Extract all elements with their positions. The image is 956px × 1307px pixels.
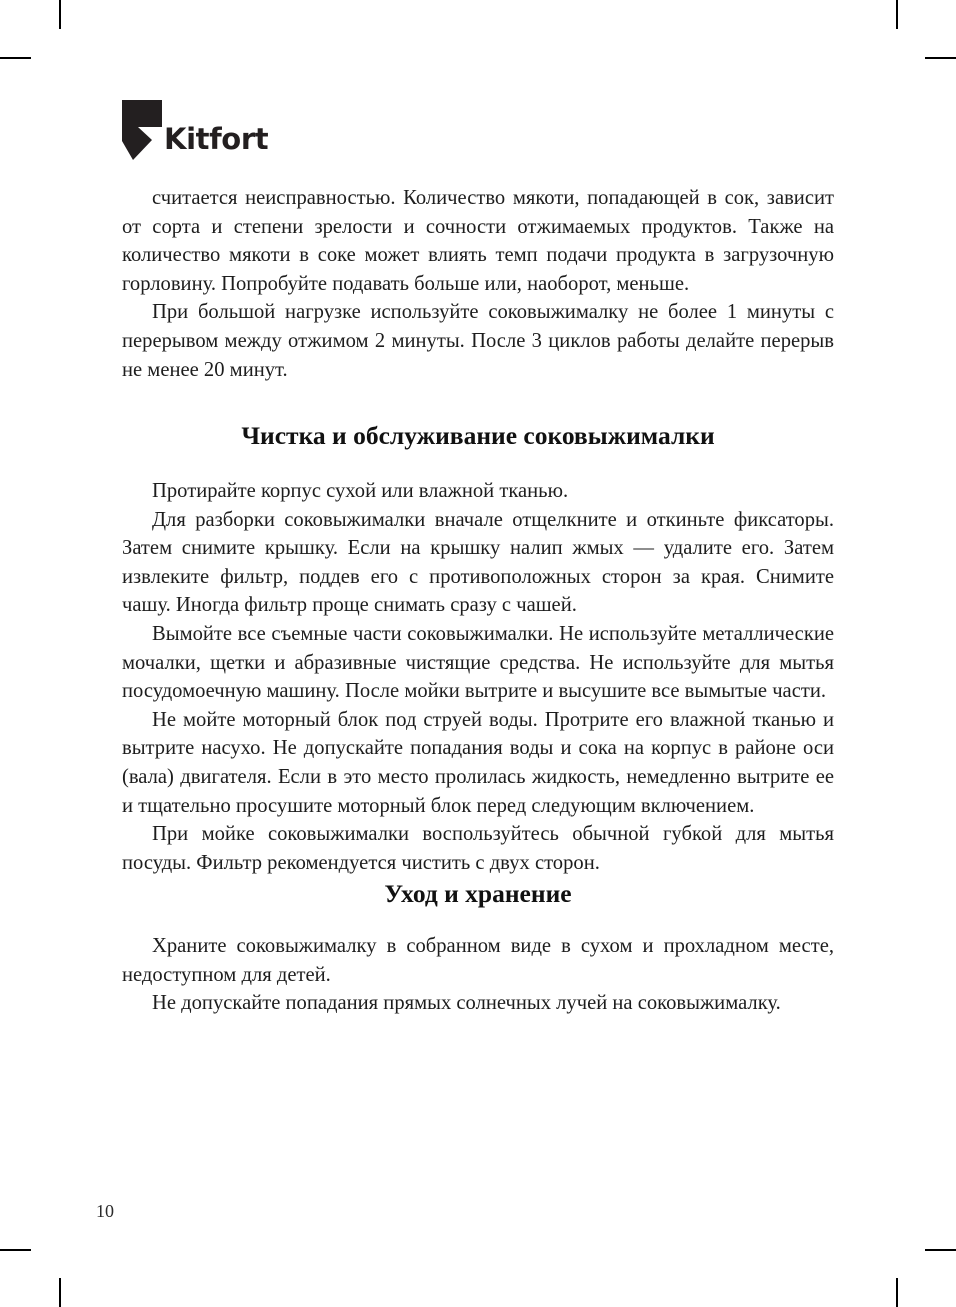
crop-mark-top-left-vertical bbox=[59, 0, 61, 29]
crop-mark-bottom-left-horizontal bbox=[0, 1249, 31, 1251]
paragraph: Вымойте все съемные части соковыжималки. Не используйте металлические мочалки, щетки и абразивные чистящие средства. Не используйте для мытья посудомоечную машину. После мойки вытрите и высушите все вымытые части. bbox=[122, 622, 834, 703]
page-number: 10 bbox=[96, 1201, 114, 1221]
section-intro-body bbox=[122, 184, 834, 384]
paragraph: считается неисправностью. Количество мякоти, попадающей в сок, зависит от сорта и степени зрелости и сочности отжимаемых продуктов. Также на количество мякоти в соке может влиять темп подачи продукта в загрузочную горловину. Попробуйте подавать больше или, наоборот, меньше. bbox=[122, 187, 834, 295]
section-heading-storage: Уход и хранение bbox=[384, 879, 572, 908]
crop-mark-top-right-horizontal bbox=[925, 57, 956, 59]
paragraph: Протирайте корпус сухой или влажной тканью. bbox=[152, 480, 569, 502]
section-cleaning-body bbox=[122, 477, 834, 877]
crop-mark-bottom-right-vertical bbox=[896, 1278, 898, 1307]
kitfort-flag-icon bbox=[122, 100, 162, 160]
brand-wordmark: Kitfort bbox=[164, 122, 269, 156]
section-storage-body bbox=[122, 932, 834, 1018]
section-heading-cleaning: Чистка и обслуживание соковыжималки bbox=[241, 421, 715, 450]
paragraph: Не допускайте попадания прямых солнечных лучей на соковыжималку. bbox=[152, 992, 781, 1015]
crop-mark-top-left-horizontal bbox=[0, 57, 31, 59]
page-content bbox=[96, 0, 834, 1307]
brand-logo bbox=[122, 98, 268, 160]
paragraph: При большой нагрузке используйте соковыжималку не более 1 минуты с перерывом между отжимом 2 минуты. После 3 циклов работы делайте перерыв не менее 20 минут. bbox=[122, 301, 834, 381]
paragraph: Для разборки соковыжималки вначале отщелкните и откиньте фиксаторы. Затем снимите крышку. Если на крышку налип жмых — удалите его. Затем извлеките фильтр, поддев его с противоположных сторон за края. Снимите чашу. Иногда фильтр проще снимать сразу с чашей. bbox=[122, 508, 834, 617]
paragraph: Не мойте моторный блок под струей воды. Протрите его влажной тканью и вытрите насухо. Не допускайте попадания воды и сока на корпус в районе оси (вала) двигателя. Если в это место пролилась жидкость, немедленно вытрите ее и тщательно просушите моторный блок перед следующим включением. bbox=[122, 708, 834, 817]
crop-mark-bottom-left-vertical bbox=[59, 1278, 61, 1307]
paragraph: Храните соковыжималку в собранном виде в сухом и прохладном месте, недоступном для детей. bbox=[122, 935, 834, 986]
paragraph: При мойке соковыжималки воспользуйтесь обычной губкой для мытья посуды. Фильтр рекомендуется чистить с двух сторон. bbox=[122, 823, 834, 874]
crop-mark-bottom-right-horizontal bbox=[925, 1249, 956, 1251]
crop-mark-top-right-vertical bbox=[896, 0, 898, 29]
